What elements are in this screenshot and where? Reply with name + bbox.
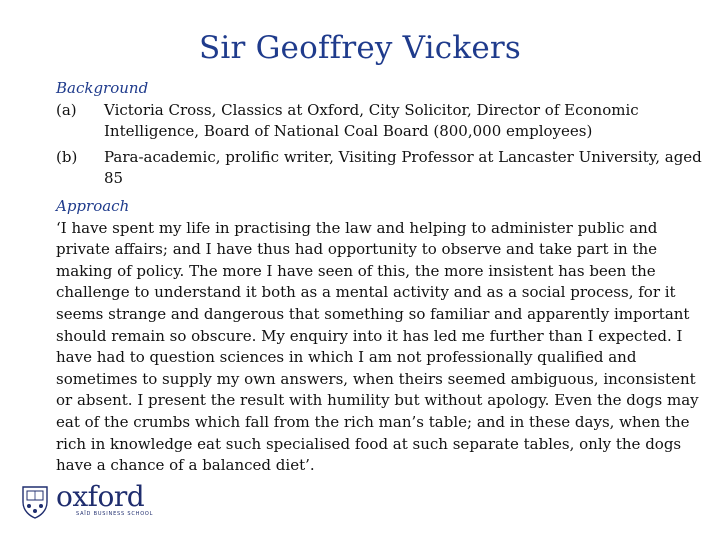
approach-heading: Approach <box>56 196 130 215</box>
approach-quote: ‘I have spent my life in practising the law and helping to administer public and private affairs; and I have thus had opportunity to observe and take part in the making of policy. The more I have seen of this, the more insistent has been the challenge to understand it both as a mental activity and as a social process, for it seems strange and dangerous that something so familiar and apparently important should remain so obscure. My enquiry into it has led me further than I expected. I have had to question sciences in which I am not professionally qualified and sometimes to supply my own answers, when theirs seemed ambiguous, inconsistent or absent. I present the result with humility but without apology. Even the dogs may eat of the crumbs which fall from the rich man’s table; and in these days, when the rich in knowledge eat such specialised food at such separate tables, only the dogs have a chance of a balanced diet’. <box>56 218 699 475</box>
background-item-b <box>56 147 706 190</box>
item-text: Para-academic, prolific writer, Visiting Professor at Lancaster University, aged 85 <box>104 147 702 188</box>
item-text: Victoria Cross, Classics at Oxford, City Solicitor, Director of Economic Intelligence, Board of National Coal Board (800,000 employees) <box>104 100 639 141</box>
oxford-logo <box>20 480 154 522</box>
logo-wordmark: oxford <box>56 480 145 513</box>
background-item-a <box>56 100 706 143</box>
logo-subtitle: SAÏD BUSINESS SCHOOL <box>76 511 154 517</box>
item-marker: (b) <box>56 147 78 166</box>
item-marker: (a) <box>56 100 77 119</box>
university-crest-icon <box>20 484 50 520</box>
slide-body <box>56 78 706 477</box>
page-title: Sir Geoffrey Vickers <box>198 30 522 66</box>
background-heading: Background <box>56 79 149 97</box>
